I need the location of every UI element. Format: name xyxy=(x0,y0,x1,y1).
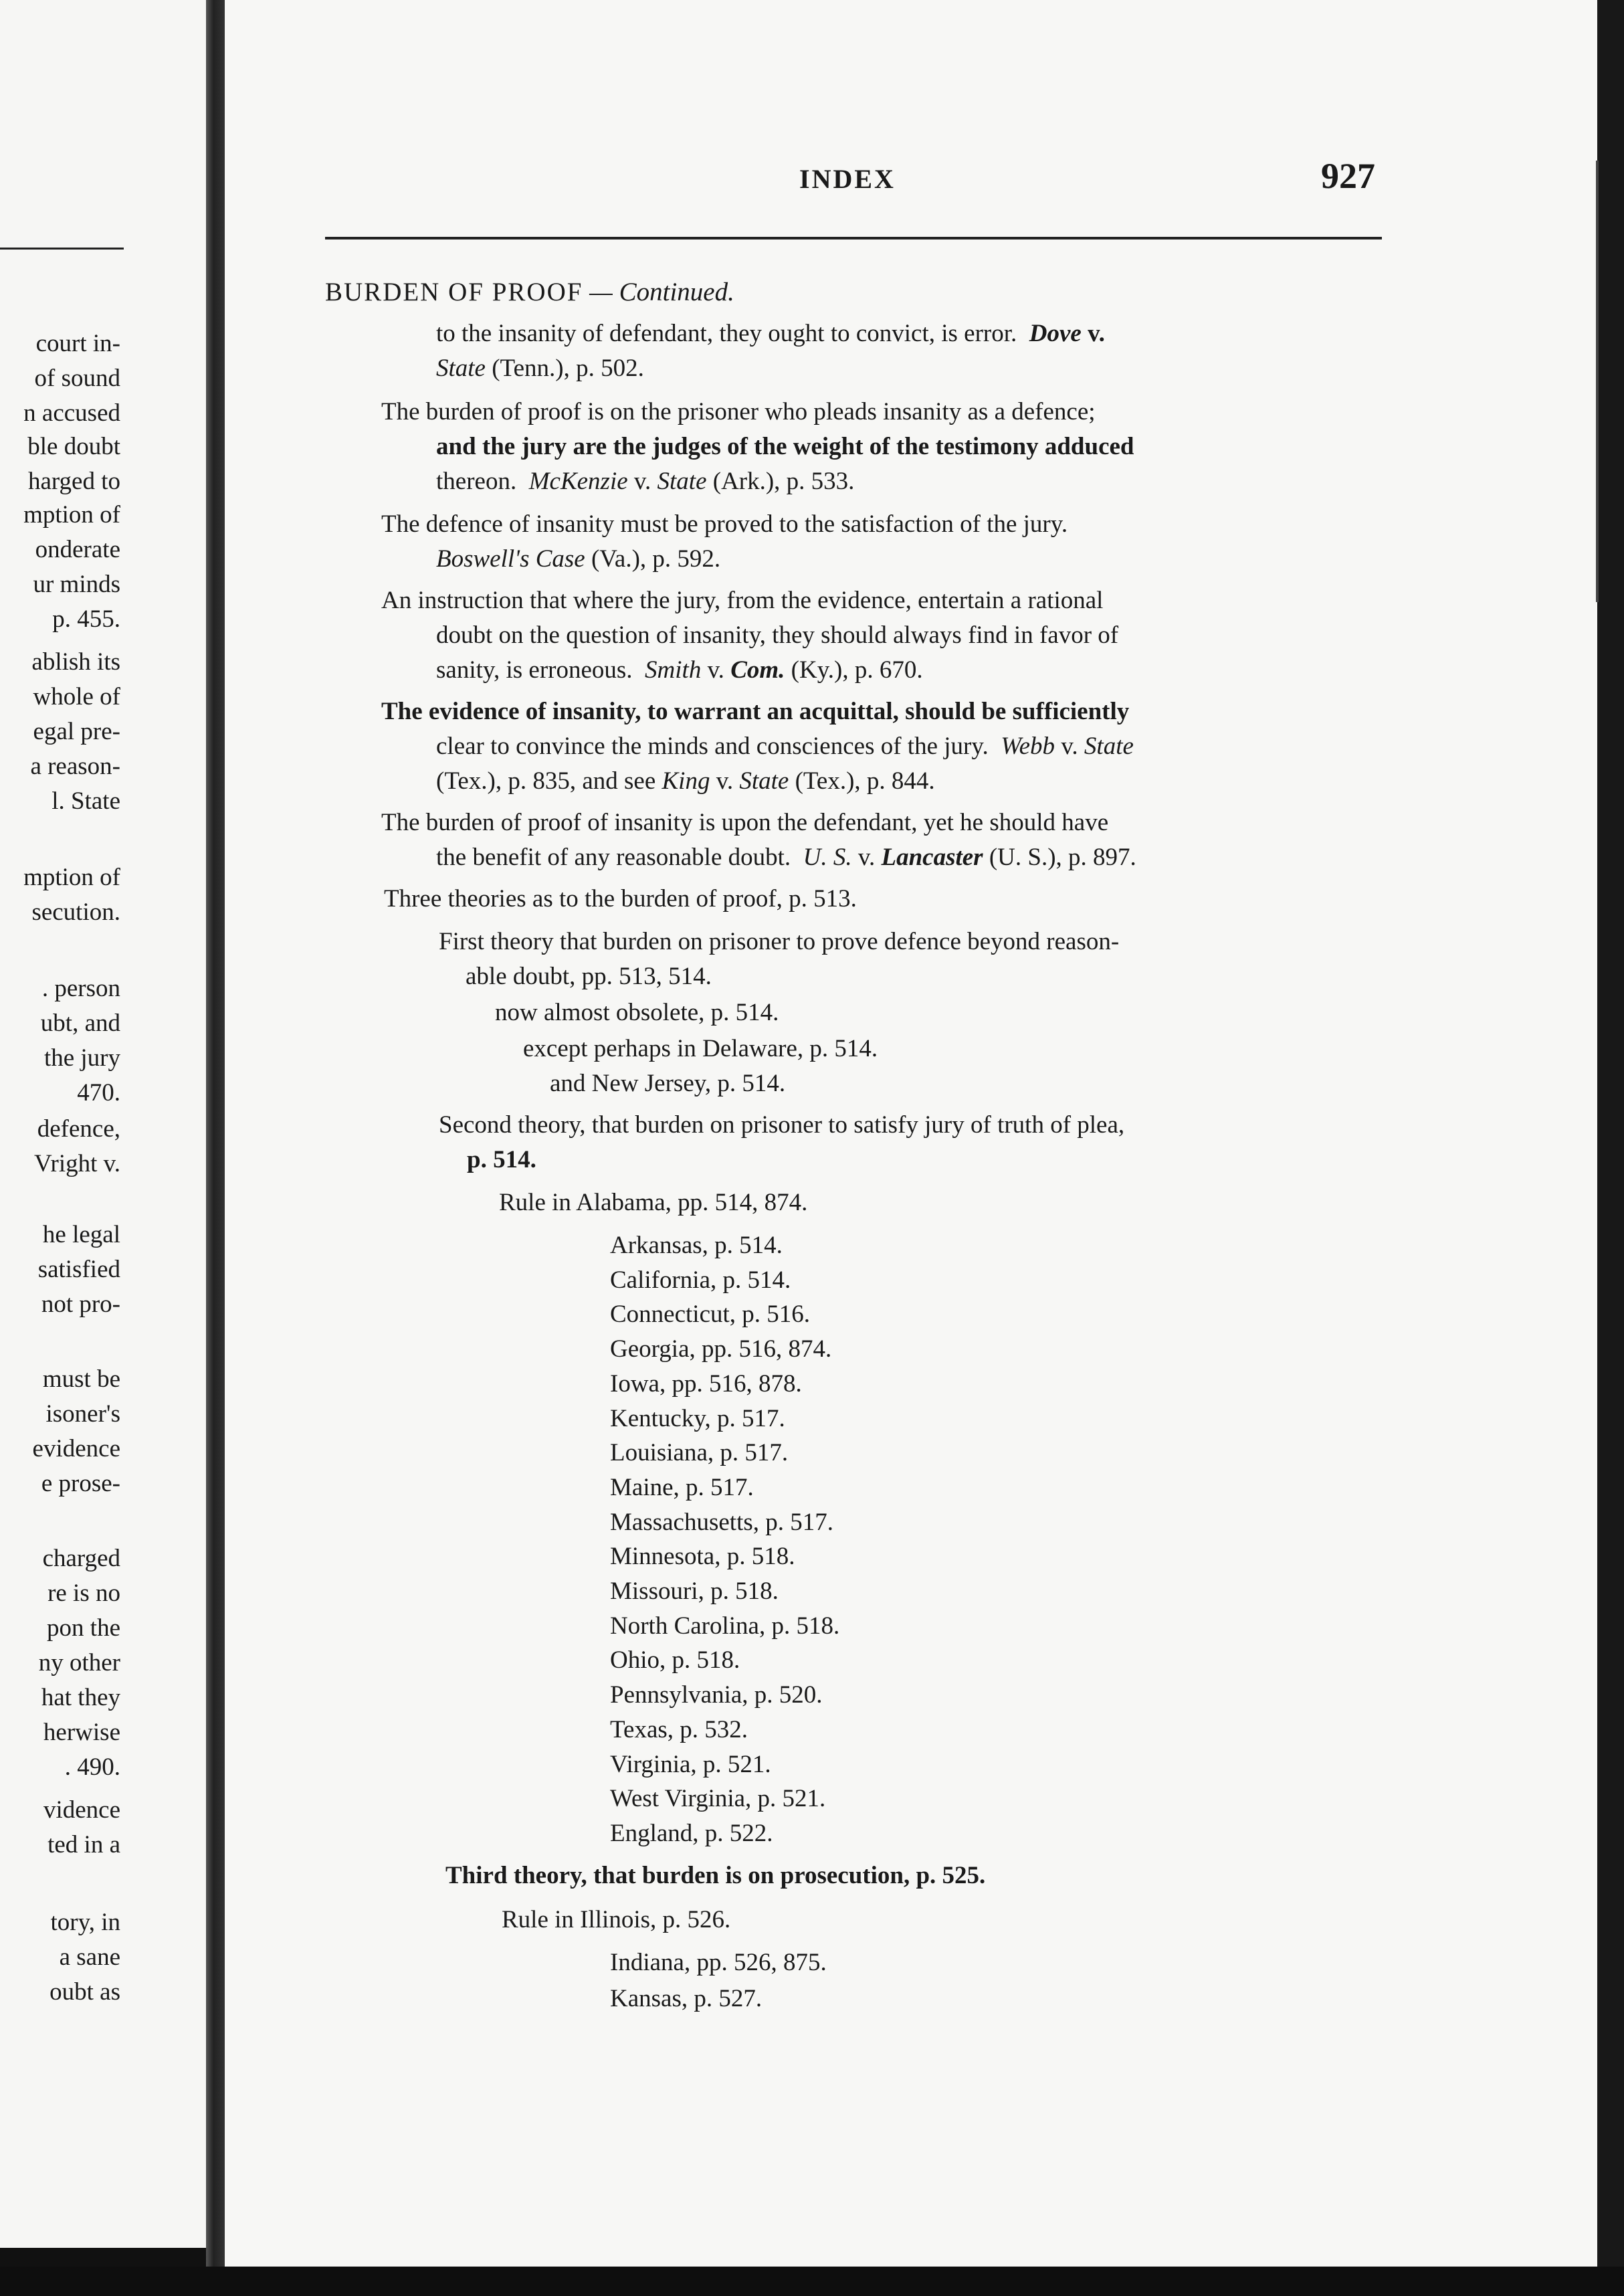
previous-page-line: the jury xyxy=(43,1044,120,1072)
state-entry: Virginia, p. 521. xyxy=(610,1750,771,1778)
previous-page-line: vidence xyxy=(43,1796,120,1824)
previous-page-line: 470. xyxy=(77,1079,120,1107)
previous-page-line: ble doubt xyxy=(27,433,120,460)
previous-page-line: whole of xyxy=(33,683,120,710)
book-gutter xyxy=(206,0,225,2275)
previous-page-line: defence, xyxy=(37,1115,120,1143)
state-entry: Massachusetts, p. 517. xyxy=(610,1508,833,1536)
state-entry: Missouri, p. 518. xyxy=(610,1577,779,1605)
state-entry: Ohio, p. 518. xyxy=(610,1646,740,1675)
index-line: the benefit of any reasonable doubt. U. S. v. Lancaster (U. S.), p. 897. xyxy=(436,844,1136,871)
index-line: The evidence of insanity, to warrant an acquittal, should be sufficiently xyxy=(381,698,1130,725)
previous-page-line: charged xyxy=(42,1545,120,1572)
index-line: p. 514. xyxy=(467,1146,536,1173)
previous-page-line: p. 455. xyxy=(52,605,120,633)
previous-page-fragment xyxy=(0,0,206,2248)
state-entry: Louisiana, p. 517. xyxy=(610,1439,789,1467)
state-entry: Indiana, pp. 526, 875. xyxy=(610,1949,827,1976)
previous-page-line: oubt as xyxy=(49,1978,120,2006)
previous-page-line: Vright v. xyxy=(34,1150,120,1177)
index-line: thereon. McKenzie v. State (Ark.), p. 533. xyxy=(436,468,855,495)
index-line: sanity, is erroneous. Smith v. Com. (Ky.), p. 670. xyxy=(436,656,923,684)
index-line: State (Tenn.), p. 502. xyxy=(436,355,644,382)
state-entry: Kentucky, p. 517. xyxy=(610,1404,785,1432)
previous-page-line: egal pre- xyxy=(33,718,120,745)
previous-page-line: he legal xyxy=(42,1221,120,1248)
state-entry: England, p. 522. xyxy=(610,1819,773,1847)
index-line: clear to convince the minds and consciences of the jury. Webb v. State xyxy=(436,733,1134,760)
previous-page-line: of sound xyxy=(34,365,120,392)
state-entry: West Virginia, p. 521. xyxy=(610,1785,826,1813)
previous-page-line: must be xyxy=(42,1365,120,1393)
state-entry: California, p. 514. xyxy=(610,1266,791,1294)
state-entry: Connecticut, p. 516. xyxy=(610,1301,811,1329)
previous-page-line: ablish its xyxy=(31,648,120,676)
index-line: (Tex.), p. 835, and see King v. State (Tex.), p. 844. xyxy=(436,767,935,795)
index-line: An instruction that where the jury, from the evidence, entertain a rational xyxy=(381,587,1104,614)
index-line: Rule in Illinois, p. 526. xyxy=(502,1906,731,1933)
index-line: Third theory, that burden is on prosecution, p. 525. xyxy=(445,1862,986,1889)
previous-page-rule xyxy=(0,248,124,250)
previous-page-line: a sane xyxy=(59,1943,120,1971)
index-line: now almost obsolete, p. 514. xyxy=(495,999,779,1026)
previous-page-line: e prose- xyxy=(41,1470,120,1497)
state-entry: North Carolina, p. 518. xyxy=(610,1612,840,1640)
entry-heading-text: BURDEN OF PROOF xyxy=(325,278,583,306)
page-edge xyxy=(1597,0,1624,2296)
state-entry: Georgia, pp. 516, 874. xyxy=(610,1335,832,1363)
previous-page-line: not pro- xyxy=(41,1290,120,1318)
previous-page-line: mption of xyxy=(23,864,120,891)
page-number: 927 xyxy=(1321,156,1375,196)
previous-page-line: herwise xyxy=(43,1719,120,1746)
index-line: The burden of proof is on the prisoner who pleads insanity as a defence; xyxy=(381,398,1096,425)
index-line: First theory that burden on prisoner to prove defence beyond reason- xyxy=(439,928,1120,955)
previous-page-line: secution. xyxy=(31,898,120,926)
index-line: Rule in Alabama, pp. 514, 874. xyxy=(499,1189,808,1216)
index-line: The defence of insanity must be proved to the satisfaction of the jury. xyxy=(381,510,1068,538)
continued-label: — Continued. xyxy=(583,278,734,306)
previous-page-line: n accused xyxy=(23,399,120,427)
previous-page-line: evidence xyxy=(32,1435,120,1462)
previous-page-line: mption of xyxy=(23,501,120,529)
previous-page-line: satisfied xyxy=(37,1256,120,1283)
previous-page-line: . 490. xyxy=(64,1753,120,1781)
entry-heading xyxy=(325,277,734,307)
index-line: and New Jersey, p. 514. xyxy=(550,1070,786,1097)
previous-page-line: isoner's xyxy=(45,1400,120,1428)
previous-page-line: hat they xyxy=(41,1684,120,1711)
scan-border xyxy=(0,2267,1624,2296)
index-line: to the insanity of defendant, they ought to convict, is error. Dove v. xyxy=(436,320,1105,347)
previous-page-line: ny other xyxy=(38,1649,120,1677)
page-edge-mark xyxy=(1596,161,1599,602)
index-line: able doubt, pp. 513, 514. xyxy=(466,963,712,990)
index-line: Boswell's Case (Va.), p. 592. xyxy=(436,545,721,573)
state-entry: Pennsylvania, p. 520. xyxy=(610,1681,823,1709)
previous-page-line: pon the xyxy=(47,1614,120,1642)
header-rule xyxy=(325,237,1382,240)
index-line: Second theory, that burden on prisoner to satisfy jury of truth of plea, xyxy=(439,1111,1125,1139)
previous-page-line: l. State xyxy=(52,787,120,815)
state-entry: Kansas, p. 527. xyxy=(610,1985,763,2012)
previous-page-line: ubt, and xyxy=(40,1010,120,1037)
previous-page-line: re is no xyxy=(47,1580,120,1607)
previous-page-line: onderate xyxy=(35,536,120,563)
previous-page-line: tory, in xyxy=(50,1909,120,1936)
state-entry: Maine, p. 517. xyxy=(610,1473,754,1501)
previous-page-line: ur minds xyxy=(33,571,120,598)
state-entry: Minnesota, p. 518. xyxy=(610,1543,795,1571)
index-line: Three theories as to the burden of proof, p. 513. xyxy=(384,885,857,913)
index-line: except perhaps in Delaware, p. 514. xyxy=(523,1035,878,1062)
index-line: and the jury are the judges of the weight of the testimony adduced xyxy=(436,433,1134,460)
previous-page-line: . person xyxy=(41,975,120,1002)
running-head: INDEX xyxy=(799,164,896,194)
state-entry: Arkansas, p. 514. xyxy=(610,1232,783,1259)
index-line: doubt on the question of insanity, they should always find in favor of xyxy=(436,621,1119,649)
previous-page-line: ted in a xyxy=(47,1831,120,1858)
state-entry: Iowa, pp. 516, 878. xyxy=(610,1369,802,1398)
index-line: The burden of proof of insanity is upon the defendant, yet he should have xyxy=(381,809,1109,836)
previous-page-line: a reason- xyxy=(30,753,120,780)
previous-page-line: harged to xyxy=(27,468,120,495)
previous-page-line: court in- xyxy=(35,330,120,357)
state-entry: Texas, p. 532. xyxy=(610,1715,748,1743)
